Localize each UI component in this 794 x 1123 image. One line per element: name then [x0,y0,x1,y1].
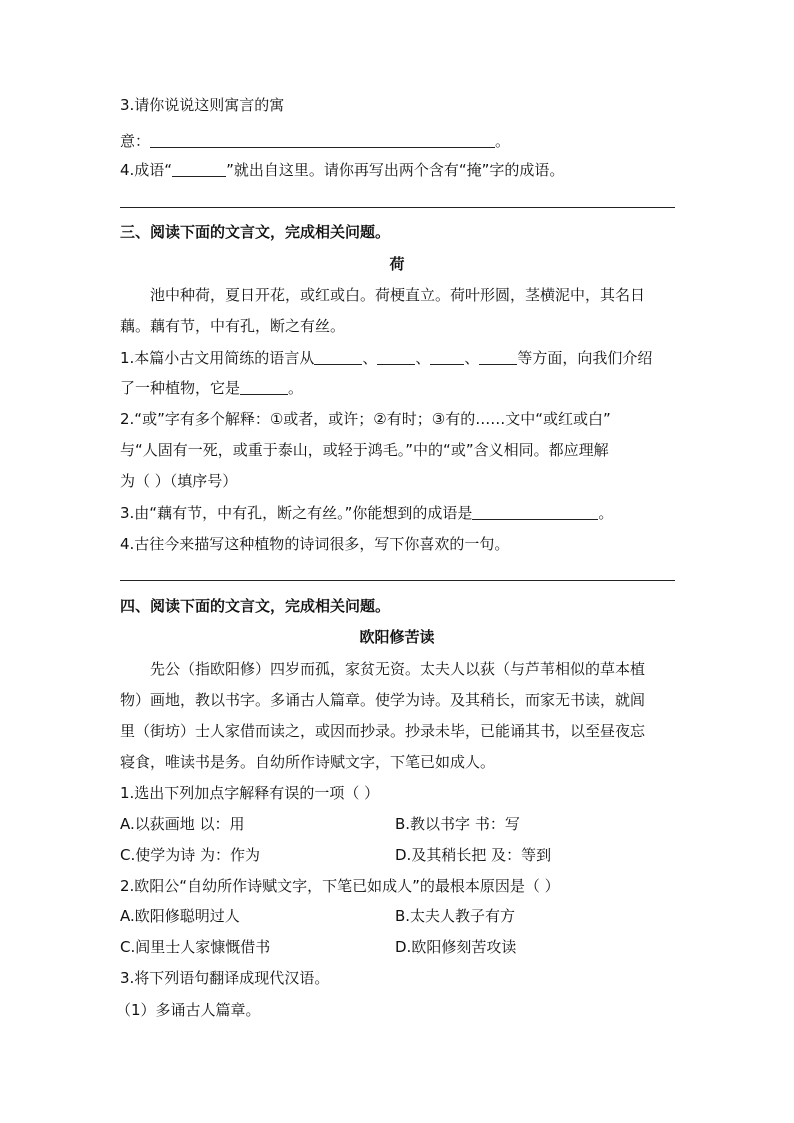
s4-q2: 2.欧阳公“自幼所作诗赋文字，下笔已如成人”的最根本原因是（ ） [120,877,560,895]
section3-heading: 三、阅读下面的文言文，完成相关问题。 [120,223,391,241]
s3-q3-line [120,503,675,523]
q4-idiom-blank[interactable] [172,161,226,177]
answer-line[interactable] [120,580,675,581]
period: 。 [288,379,304,397]
q4-top-prefix: 4.成语“ [120,161,173,179]
period: 。 [598,504,614,522]
s3-q1-blank-1[interactable] [314,349,362,365]
s3-q2-line1: 2.“或”字有多个解释：①或者，或许；②有时；③有的……文中“或红或白” [120,410,611,428]
s3-q1-line2 [120,378,675,398]
q3-answer-blank[interactable] [150,132,495,148]
section4-passage-line4: 寝食，唯读书是务。自幼所作诗赋文字，下笔已如成人。 [120,753,496,771]
separator: 、 [362,349,378,367]
separator: 、 [464,349,480,367]
s3-q1-text-3: 了一种植物，它是 [120,379,241,397]
q4-top-line [120,160,675,180]
section3-passage-line1: 池中种荷，夏日开花，或红或白。荷梗直立。荷叶形圆，茎横泥中，其名日 [150,286,646,304]
s4-q2-row2 [120,937,675,957]
section4-passage-line3: 里（街坊）士人家借而读之，或因而抄录。抄录未毕，已能诵其书，以至昼夜忘 [120,722,646,740]
separator: 、 [415,349,431,367]
s4-q1-option-a[interactable]: A.以荻画地 以：用 [120,815,245,833]
section4-heading: 四、阅读下面的文言文，完成相关问题。 [120,597,391,615]
s3-q3-text: 3.由“藕有节，中有孔，断之有丝。”你能想到的成语是 [120,504,473,522]
s4-q1: 1.选出下列加点字解释有误的一项（ ） [120,784,380,802]
s4-q2-row1 [120,906,675,926]
q3-top-prefix: 意： [120,132,151,150]
s3-q4-line: 4.古往今来描写这种植物的诗词很多，写下你喜欢的一句。 [120,535,510,553]
q3-top-suffix: 。 [495,132,511,150]
s4-q1-option-d[interactable]: D.及其稍长把 及：等到 [395,846,552,864]
section4-title: 欧阳修苦读 [359,628,435,646]
section3-passage-line2: 藕。藕有节，中有孔，断之有丝。 [120,317,346,335]
s4-q2-option-d[interactable]: D.欧阳修刻苦攻读 [395,938,517,956]
q4-top-suffix: ”就出自这里。请你再写出两个含有“掩”字的成语。 [226,161,565,179]
s4-q2-option-c[interactable]: C.闾里士人家慷慨借书 [120,938,271,956]
s4-q1-option-b[interactable]: B.教以书字 书：写 [395,815,520,833]
s3-q1-blank-3[interactable] [430,349,464,365]
section4-passage-line1: 先公（指欧阳修）四岁而孤，家贫无资。太夫人以荻（与芦苇相似的草本植 [150,660,646,678]
q3-top-line2 [120,131,675,151]
s4-q2-option-a[interactable]: A.欧阳修聪明过人 [120,907,240,925]
s3-q1-blank-4[interactable] [479,349,517,365]
s4-q1-row1 [120,814,675,834]
s4-q3: 3.将下列语句翻译成现代汉语。 [120,969,330,987]
s4-q1-row2 [120,845,675,865]
s3-q2-line3[interactable]: 为（ ）（填序号） [120,472,238,490]
q3-top-line1: 3.请你说说这则寓言的寓 [120,96,285,114]
s3-q1-text-2: 等方面，向我们介绍 [517,349,653,367]
s3-q2-line2: 与“人固有一死，或重于泰山，或轻于鸿毛。”中的“或”含义相同。都应理解 [120,441,609,459]
s3-q1-line1 [120,348,675,368]
section4-passage-line2: 物）画地，教以书字。多诵古人篇章。使学为诗。及其稍长，而家无书读，就闾 [120,691,646,709]
s4-q2-option-b[interactable]: B.太夫人教子有方 [395,907,516,925]
section3-title: 荷 [389,255,405,273]
s3-q1-blank-2[interactable] [377,349,415,365]
s3-q3-blank[interactable] [472,504,598,520]
s3-q1-text: 1.本篇小古文用简练的语言从 [120,349,315,367]
s4-q1-option-c[interactable]: C.使学为诗 为：作为 [120,846,261,864]
s4-q3-item1: （1）多诵古人篇章。 [116,1001,261,1019]
answer-line[interactable] [120,207,675,208]
s3-q1-plant-blank[interactable] [240,379,288,395]
